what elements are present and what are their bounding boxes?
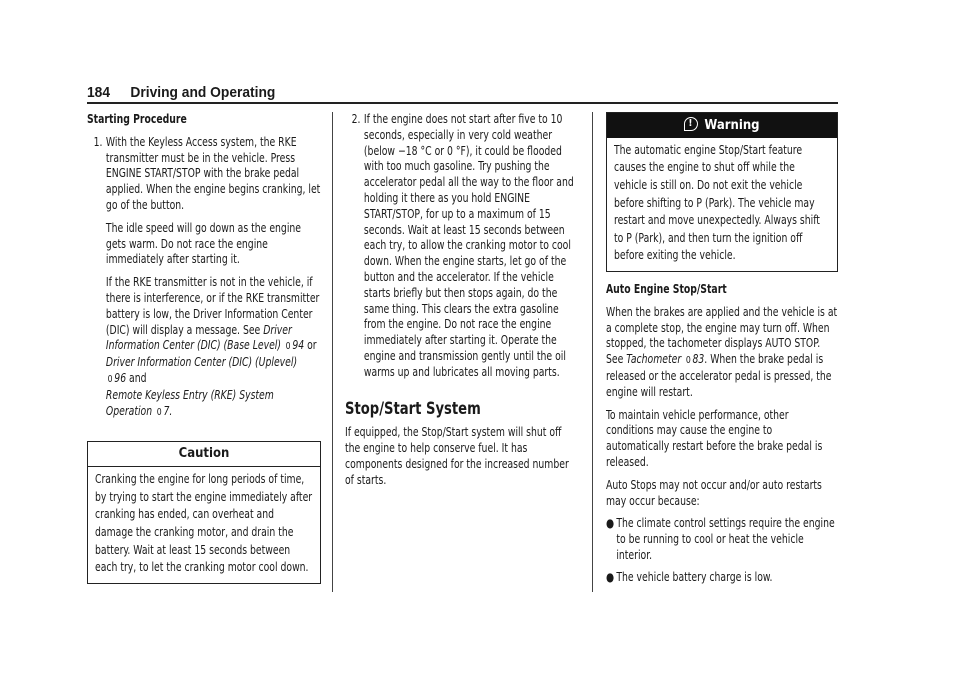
page-ref-icon: 0 — [285, 341, 291, 353]
performance-text: To maintain vehicle performance, other conditions may cause the engine to automatically restart before the brake pedal is released. — [606, 407, 823, 469]
column-1 — [87, 112, 321, 584]
step-1-rke-text: If the RKE transmitter is not in the vehicle, if there is interference, or if the RKE transmitter battery is low, the Driver Information Center (DIC) will display a message. See Driver Information Center (DIC) (Base Level) 0 94 or Driver Information Center (DIC) (Uplevel) 0 96 and Remote Keyless Entry (RKE) System Operation 0 7. — [106, 275, 321, 420]
section-title: Driving and Operating — [130, 84, 276, 101]
column-divider-2 — [592, 112, 593, 592]
link-rke-operation[interactable]: Remote Keyless Entry (RKE) System Operation — [105, 387, 274, 418]
bullet-icon: ● — [606, 516, 615, 531]
page-ref-icon: 0 — [685, 355, 691, 367]
page-ref-83[interactable]: 83 — [692, 352, 705, 367]
link-dic-base[interactable]: Driver Information Center (DIC) (Base Level) — [105, 322, 292, 353]
link-tachometer[interactable]: Tachometer — [626, 352, 682, 367]
page-ref-icon: 0 — [107, 373, 113, 385]
column-3 — [606, 112, 838, 592]
column-divider-1 — [332, 112, 333, 592]
header-rule — [87, 102, 838, 104]
warning-header — [607, 113, 837, 138]
caution-box — [87, 441, 321, 583]
step-1 — [87, 135, 320, 428]
step-2-text: If the engine does not start after five to 10 seconds, especially in very cold weather (below −18 °C or 0 °F), it could be flooded with too much gasoline. Try pushing the accelerator pedal all the way to the floor and holding it there as you hold ENGINE START/STOP, for up to a maximum of 15 seconds. Wait at least 15 seconds between each try, to allow the cranking motor to cool down. When the engine starts, let go of the button and the accelerator. If the vehicle starts briefly but then stops again, do the same thing. This clears the extra gasoline from the engine. Do not race the engine immediately after starting it. Operate the engine and transmission gently until the oil warms up and lubricates all moving parts. — [363, 112, 574, 379]
step-number: 2. — [351, 112, 361, 126]
auto-stop-heading: Auto Engine Stop/Start — [606, 281, 727, 296]
warning-title: Warning — [704, 118, 760, 133]
page-ref-icon: 0 — [156, 406, 162, 418]
auto-stop-text: When the brakes are applied and the vehicle is at a complete stop, the engine may turn off. When stopped, the tachometer displays AUTO STOP. See Tachometer 0 83. When the brake pedal is released or the accelerator pedal is pressed, the engine will restart. — [606, 304, 838, 399]
bullet-icon: ● — [606, 569, 615, 584]
step-1-text: With the Keyless Access system, the RKE transmitter must be in the vehicle. Press ENGINE START/STOP with the brake pedal applied. When the engine begins cranking, let go of the button. — [105, 134, 321, 212]
step-number: 1. — [93, 134, 103, 149]
page-number: 184 — [87, 84, 111, 101]
column-2 — [345, 112, 577, 496]
page-header — [87, 84, 778, 101]
page-ref-96[interactable]: 96 — [114, 370, 127, 385]
auto-stops-text: Auto Stops may not occur and/or auto restarts may occur because: — [606, 477, 822, 508]
link-dic-uplevel[interactable]: Driver Information Center (DIC) (Uplevel) — [105, 355, 298, 370]
page-ref-94[interactable]: 94 — [292, 338, 305, 353]
warning-text: The automatic engine Stop/Start feature causes the engine to shut off while the vehicle is still on. Do not exit the vehicle before shifting to P (Park). The vehicle may restart and move unexpectedly. Always shift to P (Park), and then turn the ignition off before exiting the vehicle. — [614, 142, 820, 263]
starting-procedure-heading: Starting Procedure — [87, 112, 187, 126]
warning-box — [606, 112, 838, 272]
stop-start-heading: Stop/Start System — [345, 398, 481, 419]
page-ref-7[interactable]: 7. — [163, 403, 173, 418]
list-item: ● The climate control settings require the engine to be running to cool or heat the vehicle interior. — [606, 516, 835, 562]
stop-start-text: If equipped, the Stop/Start system will shut off the engine to help conserve fuel. It has components designed for the increased number of starts. — [345, 425, 569, 487]
step-1-idle-text: The idle speed will go down as the engine gets warm. Do not race the engine immediately after starting it. — [105, 220, 302, 267]
caution-title: Caution — [88, 442, 320, 467]
warning-icon — [684, 117, 698, 131]
step-2 — [345, 112, 576, 388]
caution-text: Cranking the engine for long periods of time, by trying to start the engine immediately after cranking has ended, can overheat and damage the cranking motor, and drain the battery. Wait at least 15 seconds between each try, to let the cranking motor cool down. — [95, 472, 313, 575]
list-item: ● The vehicle battery charge is low. — [606, 569, 773, 584]
